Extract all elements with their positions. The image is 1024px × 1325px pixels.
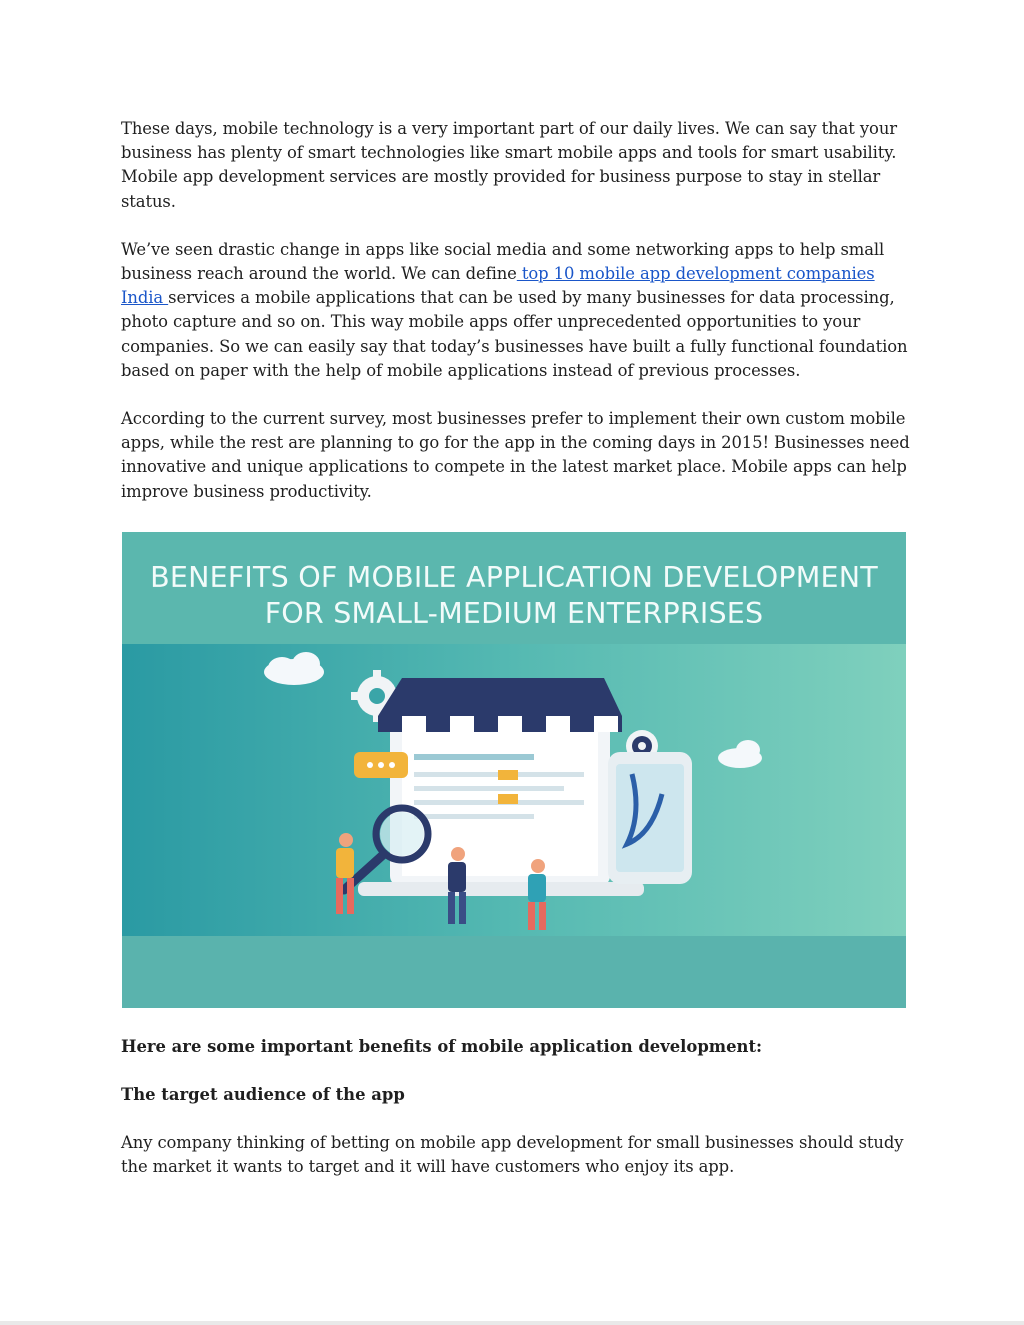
target-audience-heading: The target audience of the app xyxy=(121,1085,405,1104)
chat-bubble-icon xyxy=(354,752,408,778)
shop-awning xyxy=(378,678,622,732)
infographic-title xyxy=(122,560,906,632)
infographic-footer xyxy=(122,936,906,1008)
intro-paragraph-1: These days, mobile technology is a very important part of our daily lives. We can say that your business has plenty of smart technologies like smart mobile apps and tools for smart usability. Mobile app development services are mostly provided for business purpose to stay in stellar status. xyxy=(121,119,898,211)
infographic-title-line-2: FOR SMALL-MEDIUM ENTERPRISES xyxy=(264,597,764,630)
infographic-title-line-1: BENEFITS OF MOBILE APPLICATION DEVELOPMENT xyxy=(150,561,878,594)
page-bottom-edge xyxy=(0,1321,1024,1325)
phone-map-illustration xyxy=(608,752,692,884)
infographic-illustration xyxy=(122,644,906,936)
intro-paragraph-3: According to the current survey, most businesses prefer to implement their own custom mobile apps, while the rest are planning to go for the app in the coming days in 2015! Businesses need innovative and unique applications to compete in the latest market place. Mobile apps can help improve business productivity. xyxy=(121,409,910,501)
top-companies-link[interactable]: top 10 mobile app development companies India xyxy=(121,264,875,308)
infographic-header xyxy=(122,532,906,644)
benefits-heading: Here are some important benefits of mobile application development: xyxy=(121,1037,763,1056)
paragraph-2-text-after: services a mobile applications that can be used by many businesses for data processing, photo capture and so on. This way mobile apps offer unprecedented opportunities to your companies. So we can easily say that today’s businesses have built a fully functional foundation based on paper with the help of mobile applications instead of previous processes. xyxy=(121,288,908,380)
paragraph-2-text-before: We’ve seen drastic change in apps like social media and some networking apps to help small business reach around the world. We can define xyxy=(121,239,885,284)
benefits-section xyxy=(121,1035,911,1179)
intro-paragraph-2 xyxy=(121,238,911,383)
article-body xyxy=(121,117,911,504)
target-audience-paragraph: Any company thinking of betting on mobile app development for small businesses should study the market it wants to target and it will have customers who enjoy its app. xyxy=(121,1133,904,1177)
benefits-infographic xyxy=(122,532,906,1008)
